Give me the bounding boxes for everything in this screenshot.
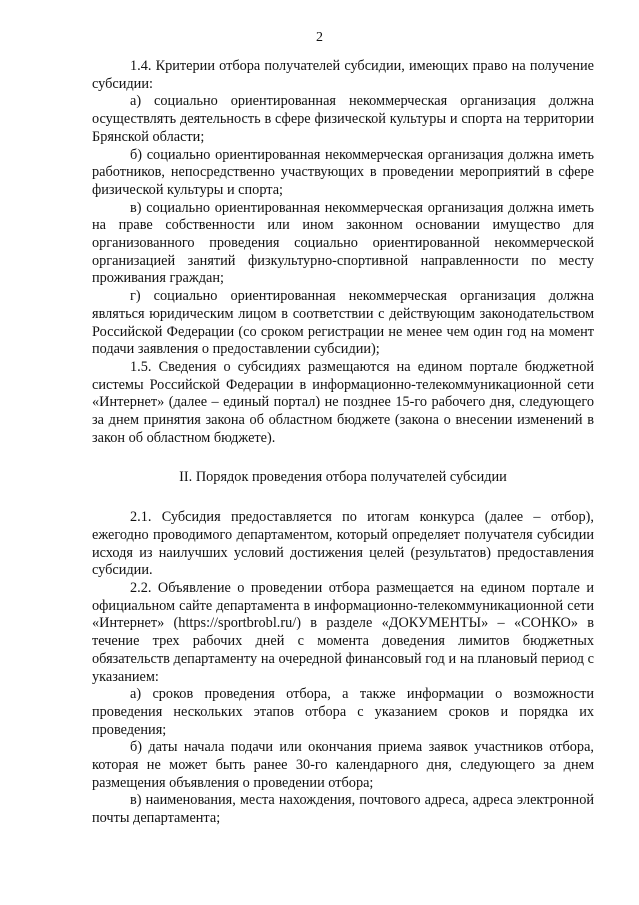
paragraph-2-2: 2.2. Объявление о проведении отбора размещается на едином портале и официальном сайте департамента в информационно-телекоммуникационной сети «Интернет» (https://sportbrobl.ru/) в разделе «ДОКУМЕНТЫ» – «СОНКО» в течение трех рабочих дней с момента доведения лимитов бюджетных обязательств департаменту на очередной финансовый год и на плановый период с указанием:	[92, 579, 594, 685]
paragraph-2-2-v: в) наименования, места нахождения, почтового адреса, адреса электронной почты департамента;	[92, 792, 594, 827]
paragraph-2-2-a: а) сроков проведения отбора, а также информации о возможности проведения нескольких этапов отбора с указанием сроков и порядка их проведения;	[92, 686, 594, 738]
paragraph-2-1: 2.1. Субсидия предоставляется по итогам конкурса (далее – отбор), ежегодно проводимого департаментом, который определяет получателя субсидии исходя из наилучших условий достижения целей (результатов) предоставления субсидии.	[92, 509, 594, 579]
paragraph-1-4: 1.4. Критерии отбора получателей субсидии, имеющих право на получение субсидии:	[92, 58, 594, 92]
paragraph-1-4-v: в) социально ориентированная некоммерческая организация должна иметь на праве собственности или ином законном основании имущество для организованного проведения социально ориентированной некоммерческой организацией занятий физкультурно-спортивной направленности по месту проживания граждан;	[92, 199, 594, 287]
paragraph-1-4-g: г) социально ориентированная некоммерческая организация должна являться юридическим лицом в соответствии с действующим законодательством Российской Федерации (со сроком регистрации не менее чем один год на момент подачи заявления о предоставлении субсидии);	[92, 288, 594, 358]
paragraph-2-2-b: б) даты начала подачи или окончания приема заявок участников отбора, которая не может быть ранее 30-го календарного дня, следующего за днем размещения объявления о проведении отбора;	[92, 739, 594, 791]
section-heading: II. Порядок проведения отбора получателей субсидии	[179, 469, 507, 486]
paragraph-1-4-a: а) социально ориентированная некоммерческая организация должна осуществлять деятельность в сфере физической культуры и спорта на территории Брянской области;	[92, 93, 594, 145]
page-number: 2	[316, 30, 323, 45]
paragraph-1-4-b: б) социально ориентированная некоммерческая организация должна иметь работников, непосредственно участвующих в проведении мероприятий в сфере физической культуры и спорта;	[92, 146, 594, 198]
document-body	[92, 58, 594, 828]
paragraph-1-5: 1.5. Сведения о субсидиях размещаются на едином портале бюджетной системы Российской Федерации в информационно-телекоммуникационной сети «Интернет» (далее – единый портал) не позднее 15-го рабочего дня, следующего за днем принятия закона об областном бюджете (закона о внесении изменений в закон об областном бюджете).	[92, 358, 594, 446]
